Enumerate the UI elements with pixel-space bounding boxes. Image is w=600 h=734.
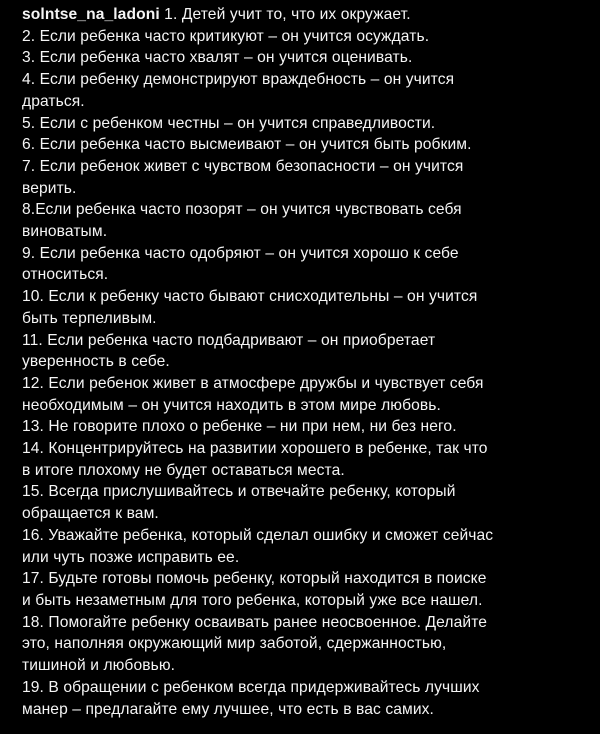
caption-text: 4. Если ребенку демонстрируют враждебность – он учится bbox=[22, 71, 455, 89]
post-caption bbox=[22, 4, 582, 720]
caption-text: драться. bbox=[22, 92, 85, 110]
caption-text: манер – предлагайте ему лучшее, что есть в вас самих. bbox=[22, 700, 434, 718]
caption-text: 6. Если ребенка часто высмеивают – он учится быть робким. bbox=[22, 136, 472, 154]
caption-text: в итоге плохому не будет оставаться места. bbox=[22, 461, 345, 479]
caption-text: необходимым – он учится находить в этом мире любовь. bbox=[22, 396, 441, 414]
caption-text: 19. В обращении с ребенком всегда придерживайтесь лучших bbox=[22, 678, 480, 696]
caption-text: верить. bbox=[22, 179, 77, 197]
caption-text: это, наполняя окружающий мир заботой, сдержанностью, bbox=[22, 635, 447, 653]
caption-text: 9. Если ребенка часто одобряют – он учится хорошо к себе bbox=[22, 244, 459, 262]
caption-text: быть терпеливым. bbox=[22, 309, 157, 327]
caption-text: уверенность в себе. bbox=[22, 353, 170, 371]
caption-text: 14. Концентрируйтесь на развитии хорошего в ребенке, так что bbox=[22, 440, 488, 458]
caption-text: тишиной и любовью. bbox=[22, 657, 176, 675]
caption-text: 5. Если с ребенком честны – он учится справедливости. bbox=[22, 114, 436, 132]
caption-text: 13. Не говорите плохо о ребенке – ни при нем, ни без него. bbox=[22, 418, 457, 436]
caption-text: 17. Будьте готовы помочь ребенку, который находится в поиске bbox=[22, 570, 487, 588]
caption-text: 1. Детей учит то, что их окружает. bbox=[159, 6, 411, 23]
username-link[interactable]: solntse_na_ladoni bbox=[22, 6, 160, 23]
caption-text: относиться. bbox=[22, 266, 109, 284]
caption-first-line bbox=[22, 4, 582, 26]
caption-text: 2. Если ребенка часто критикуют – он учится осуждать. bbox=[22, 27, 430, 45]
caption-text: 15. Всегда прислушивайтесь и отвечайте ребенку, который bbox=[22, 483, 456, 501]
caption-text: или чуть позже исправить ее. bbox=[22, 548, 240, 566]
caption-text: 10. Если к ребенку часто бывают снисходительны – он учится bbox=[22, 288, 478, 306]
caption-text: 3. Если ребенка часто хвалят – он учится оценивать. bbox=[22, 49, 413, 67]
caption-text: 18. Помогайте ребенку осваивать ранее неосвоенное. Делайте bbox=[22, 613, 488, 631]
caption-text: 7. Если ребенок живет с чувством безопасности – он учится bbox=[22, 157, 464, 175]
caption-text: и быть незаметным для того ребенка, который уже все нашел. bbox=[22, 591, 483, 609]
caption-text: 16. Уважайте ребенка, который сделал ошибку и сможет сейчас bbox=[22, 526, 494, 544]
caption-text: 11. Если ребенка часто подбадривают – он приобретает bbox=[22, 331, 436, 349]
caption-text: 12. Если ребенок живет в атмосфере дружбы и чувствует себя bbox=[22, 374, 484, 392]
caption-text: обращается к вам. bbox=[22, 505, 159, 523]
caption-text: 8.Если ребенка часто позорят – он учится чувствовать себя bbox=[22, 201, 462, 219]
caption-text: виноватым. bbox=[22, 223, 108, 241]
